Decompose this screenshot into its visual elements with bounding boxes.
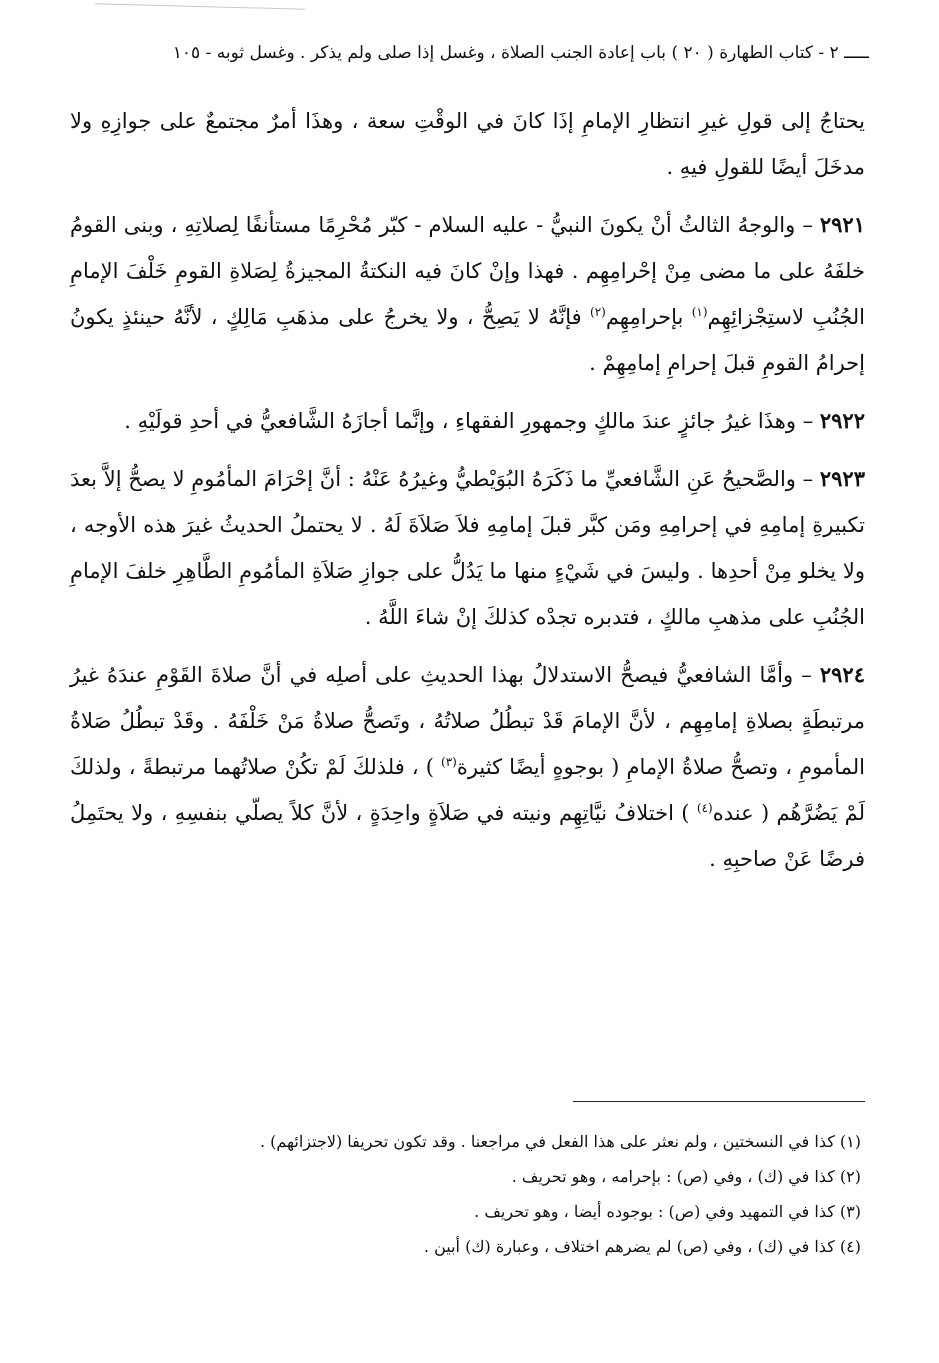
footnote-marker[interactable]: (١) xyxy=(691,305,708,319)
paragraph-text: بإحرامِهِم xyxy=(605,305,684,329)
paragraph-text: فإنَّهُ لا يَصِحُّ ، ولا يخرجُ على مذهَبِ مَالِكٍ ، لأنَّهُ حينئذٍ يكونُ إحرامُ القومِ قبلَ إحرامِ إمامِهِمْ . xyxy=(70,305,865,375)
paragraph-continuation xyxy=(70,98,865,190)
paragraph-2922 xyxy=(70,398,865,444)
footnote-divider xyxy=(573,1101,865,1102)
footnote-marker[interactable]: (٤) xyxy=(696,801,713,815)
paragraph-2924 xyxy=(70,652,865,882)
paragraph-text: والصَّحيحُ عَنِ الشَّافعيِّ ما ذَكَرَهُ البُوَيْطيُّ وغيرُهُ عَنْهُ : أنَّ إحْرَامَ المأمُومِ لا يصحُّ إلاَّ بعدَ تكبيرةِ إمامِهِ في إحرامِهِ ومَن كبَّر قبلَ إمامِهِ فلاَ صَلاَةَ لَهُ . لا يحتملُ الحديثُ غيرَ هذه الأوجه ، ولا يخلو مِنْ أحدِها . وليسَ في شَيْءٍ منها ما يَدُلُّ على جوازِ صَلاَةِ المأمُومِ الطَّاهِرِ خلفَ الإمامِ الجُنُبِ على مذهبِ مالكٍ ، فتدبره تجدْه كذلكَ إنْ شاءَ اللَّهُ . xyxy=(70,467,865,629)
footnotes xyxy=(70,1124,861,1264)
paragraph-dash: – xyxy=(802,213,813,237)
paragraph-text: يحتاجُ إلى قولِ غيرِ انتظارِ الإمامِ إذَا كانَ في الوقْتِ سعة ، وهذَا أمرٌ مجتمعٌ على جوازِهِ ولا مدخَلَ أيضًا للقولِ فيهِ . xyxy=(70,109,865,179)
paragraph-text: ) اختلافُ نيَّاتِهِم ونيته في صَلاَةٍ واحِدَةٍ ، لأنَّ كلاً يصلّي بنفسِهِ ، ولا يحتَمِلُ فرضًا عَنْ صاحبِهِ . xyxy=(70,801,865,871)
footnote-marker[interactable]: (٢) xyxy=(590,305,606,319)
paragraph-number: ٢٩٢٢ xyxy=(819,408,865,433)
paragraph-2921 xyxy=(70,202,865,386)
paragraph-2923 xyxy=(70,456,865,640)
paragraph-text: والوجهُ الثالثُ أنْ يكونَ النبيُّ - عليه السلام - كبّر مُحْرِمًا مستأنفًا لِصلاتِهِ ، وبنى القومُ خلفَهُ على ما مضى مِنْ إحْرامِهِم . فهذا وإنْ كانَ فيه النكتةُ المجيزةُ لِصَلاةِ القومِ خَلْفَ الإمامِ الجُنُبِ لاستِجْزائِهِم xyxy=(70,213,865,329)
paragraph-number: ٢٩٢١ xyxy=(819,212,865,237)
footnote-1: (١) كذا في النسختين ، ولم نعثر على هذا الفعل في مراجعنا . وقد تكون تحريفا (لاجتزائهم) . xyxy=(259,1132,861,1151)
running-header: ـــــ ٢ - كتاب الطهارة ( ٢٠ ) باب إعادة الجنب الصلاة ، وغسل إذا صلى ولم يذكر . وغسل ثوبه - ١٠٥ xyxy=(172,43,869,63)
paragraph-text: ) ، فلذلكَ لَمْ تكُنْ صلاتُهما مرتبطةً ، ولذلكَ لَمْ يَضُرَّهُم ( عنده xyxy=(70,755,865,825)
paragraph-text: وأمَّا الشافعيُّ فيصحُّ الاستدلالُ بهذا الحديثِ على أصلِه في أنَّ صلاةَ القَوْمِ عندَهُ غيرُ مرتبطَةٍ بصلاةِ إمامِهِم ، لأنَّ الإمامَ قَدْ تبطُلُ صلاتُهُ ، وتَصحُّ صلاةُ مَنْ خَلْفَهُ . وقَدْ تبطُلُ صَلاةُ المأمومِ ، وتصحُّ صلاةُ الإمامِ ( بوجوهٍ أيضًا كثيرة xyxy=(70,663,865,779)
footnote-4: (٤) كذا في (ك) ، وفي (ص) لم يضرهم اختلاف ، وعبارة (ك) أبين . xyxy=(423,1237,861,1256)
scan-mark xyxy=(95,3,305,23)
footnote-2: (٢) كذا في (ك) ، وفي (ص) : بإحرامه ، وهو تحريف . xyxy=(511,1167,861,1186)
main-text xyxy=(70,98,865,894)
paragraph-number: ٢٩٢٤ xyxy=(819,662,865,687)
paragraph-text: وهذَا غيرُ جائزٍ عندَ مالكٍ وجمهورِ الفقهاءِ ، وإنَّما أجازَهُ الشَّافعيُّ في أحدِ قولَيْهِ . xyxy=(124,409,796,433)
paragraph-dash: – xyxy=(801,663,812,687)
footnote-3: (٣) كذا في التمهيد وفي (ص) : بوجوده أيضا ، وهو تحريف . xyxy=(474,1202,861,1221)
paragraph-number: ٢٩٢٣ xyxy=(819,466,865,491)
footnote-marker[interactable]: (٣) xyxy=(441,755,457,769)
paragraph-dash: – xyxy=(802,467,814,491)
paragraph-dash: – xyxy=(802,409,814,433)
